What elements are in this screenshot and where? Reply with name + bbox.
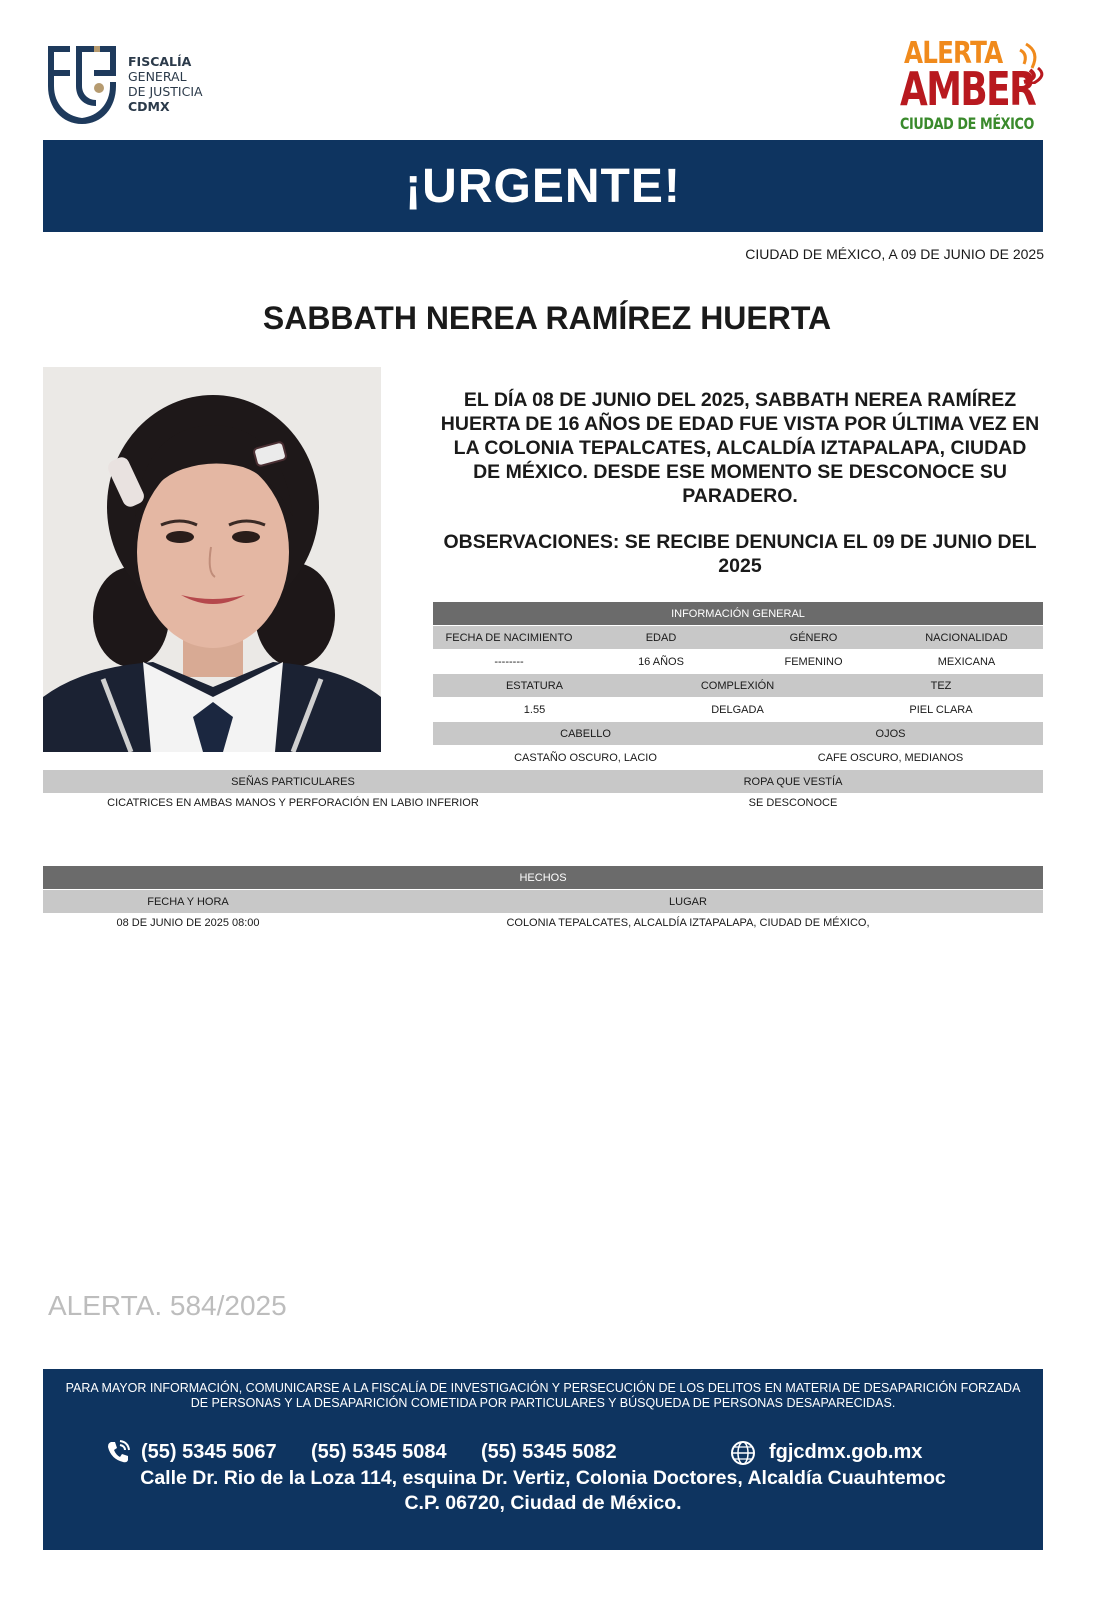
facts-title: HECHOS — [519, 871, 567, 884]
urgent-banner — [43, 140, 1043, 232]
label-complexion: TEZ — [930, 679, 952, 692]
amber-alert-logo — [900, 36, 1050, 136]
value-age: 16 AÑOS — [638, 655, 684, 668]
label-eyes: OJOS — [875, 727, 906, 740]
footer-contacts — [105, 1439, 985, 1465]
info-row-1-labels — [433, 626, 1043, 649]
fgj-line-1: FISCALÍA — [128, 54, 192, 69]
label-clothing: ROPA QUE VESTÍA — [743, 775, 843, 788]
info-row-1-values — [433, 650, 1043, 673]
phone-3[interactable]: (55) 5345 5082 — [481, 1441, 617, 1463]
info-row-2-labels — [433, 674, 1043, 697]
footer — [43, 1369, 1043, 1550]
case-description: EL DÍA 08 DE JUNIO DEL 2025, SABBATH NEREA RAMÍREZ HUERTA DE 16 AÑOS DE EDAD FUE VISTA POR ÚLTIMA VEZ EN LA COLONIA TEPALCATES, ALCALDÍA IZTAPALAPA, CIUDAD DE MÉXICO. DESDE ESE MOMENTO SE DESCONOCE SU PARADERO. — [440, 389, 1040, 507]
amber-logo-line-2: AMBER — [900, 62, 1036, 116]
value-place: COLONIA TEPALCATES, ALCALDÍA IZTAPALAPA, CIUDAD DE MÉXICO, — [506, 917, 870, 929]
fgj-line-3: DE JUSTICIA — [128, 84, 203, 99]
label-distinguishing-marks: SEÑAS PARTICULARES — [231, 775, 355, 788]
value-birthdate: -------- — [494, 655, 524, 668]
phone-icon — [105, 1439, 131, 1465]
fgj-logo — [44, 42, 224, 128]
observations: OBSERVACIONES: SE RECIBE DENUNCIA EL 09 DE JUNIO DEL 2025 — [443, 531, 1037, 577]
amber-logo-line-3: CIUDAD DE MÉXICO — [900, 114, 1034, 133]
label-gender: GÉNERO — [789, 631, 838, 644]
label-hair: CABELLO — [560, 727, 611, 740]
address-line-2: C.P. 06720, Ciudad de México. — [404, 1492, 682, 1514]
value-hair: CASTAÑO OSCURO, LACIO — [514, 751, 657, 764]
phone-2[interactable]: (55) 5345 5084 — [311, 1441, 447, 1463]
label-height: ESTATURA — [505, 679, 564, 692]
fgj-emblem-icon — [44, 42, 124, 128]
fgj-line-2: GENERAL — [128, 69, 187, 84]
banner-title: ¡URGENTE! — [405, 159, 681, 213]
alert-number: ALERTA. 584/2025 — [48, 1290, 287, 1321]
date-line: CIUDAD DE MÉXICO, A 09 DE JUNIO DE 2025 — [745, 246, 1044, 262]
info-general-header — [433, 602, 1043, 625]
label-date-time: FECHA Y HORA — [147, 895, 229, 908]
label-build: COMPLEXIÓN — [700, 679, 775, 692]
value-distinguishing-marks: CICATRICES EN AMBAS MANOS Y PERFORACIÓN EN LABIO INFERIOR — [107, 797, 479, 809]
globe-icon — [729, 1439, 757, 1467]
facts-header — [43, 866, 1043, 889]
particulars-values — [43, 794, 1043, 812]
footer-address — [43, 1466, 1043, 1516]
label-nationality: NACIONALIDAD — [925, 631, 1008, 644]
facts-values — [43, 914, 1043, 932]
value-gender: FEMENINO — [784, 655, 843, 668]
info-row-3-values — [433, 746, 1043, 769]
fgj-line-4: CDMX — [128, 99, 170, 114]
label-birthdate: FECHA DE NACIMIENTO — [445, 631, 573, 644]
value-nationality: MEXICANA — [937, 655, 996, 668]
value-date-time: 08 DE JUNIO DE 2025 08:00 — [116, 917, 260, 929]
website-link[interactable]: fgjcdmx.gob.mx — [769, 1441, 923, 1463]
phone-1[interactable]: (55) 5345 5067 — [141, 1441, 277, 1463]
info-row-2-values — [433, 698, 1043, 721]
footer-info: PARA MAYOR INFORMACIÓN, COMUNICARSE A LA FISCALÍA DE INVESTIGACIÓN Y PERSECUCIÓN DE LOS DELITOS EN MATERIA DE DESAPARICIÓN FORZADA DE PERSONAS Y LA DESAPARICIÓN COMETIDA POR PARTICULARES Y BÚSQUEDA DE PERSONAS DESAPARECIDAS. — [65, 1381, 1021, 1410]
info-general-title: INFORMACIÓN GENERAL — [671, 607, 805, 620]
value-build: DELGADA — [711, 703, 764, 716]
missing-person-photo — [43, 367, 381, 752]
amber-logo-line-1: ALERTA — [904, 36, 1003, 71]
facts-labels — [43, 890, 1043, 913]
label-age: EDAD — [645, 631, 677, 644]
particulars-labels — [43, 770, 1043, 793]
address-line-1: Calle Dr. Rio de la Loza 114, esquina Dr. Vertiz, Colonia Doctores, Alcaldía Cuauhtemoc — [140, 1467, 946, 1489]
info-row-3-labels — [433, 722, 1043, 745]
value-eyes: CAFE OSCURO, MEDIANOS — [817, 751, 964, 764]
value-clothing: SE DESCONOCE — [748, 797, 838, 809]
value-complexion: PIEL CLARA — [909, 703, 973, 716]
signal-waves-icon — [1018, 40, 1050, 84]
value-height: 1.55 — [523, 703, 546, 716]
label-place: LUGAR — [669, 895, 707, 908]
person-name: SABBATH NEREA RAMÍREZ HUERTA — [262, 300, 832, 336]
